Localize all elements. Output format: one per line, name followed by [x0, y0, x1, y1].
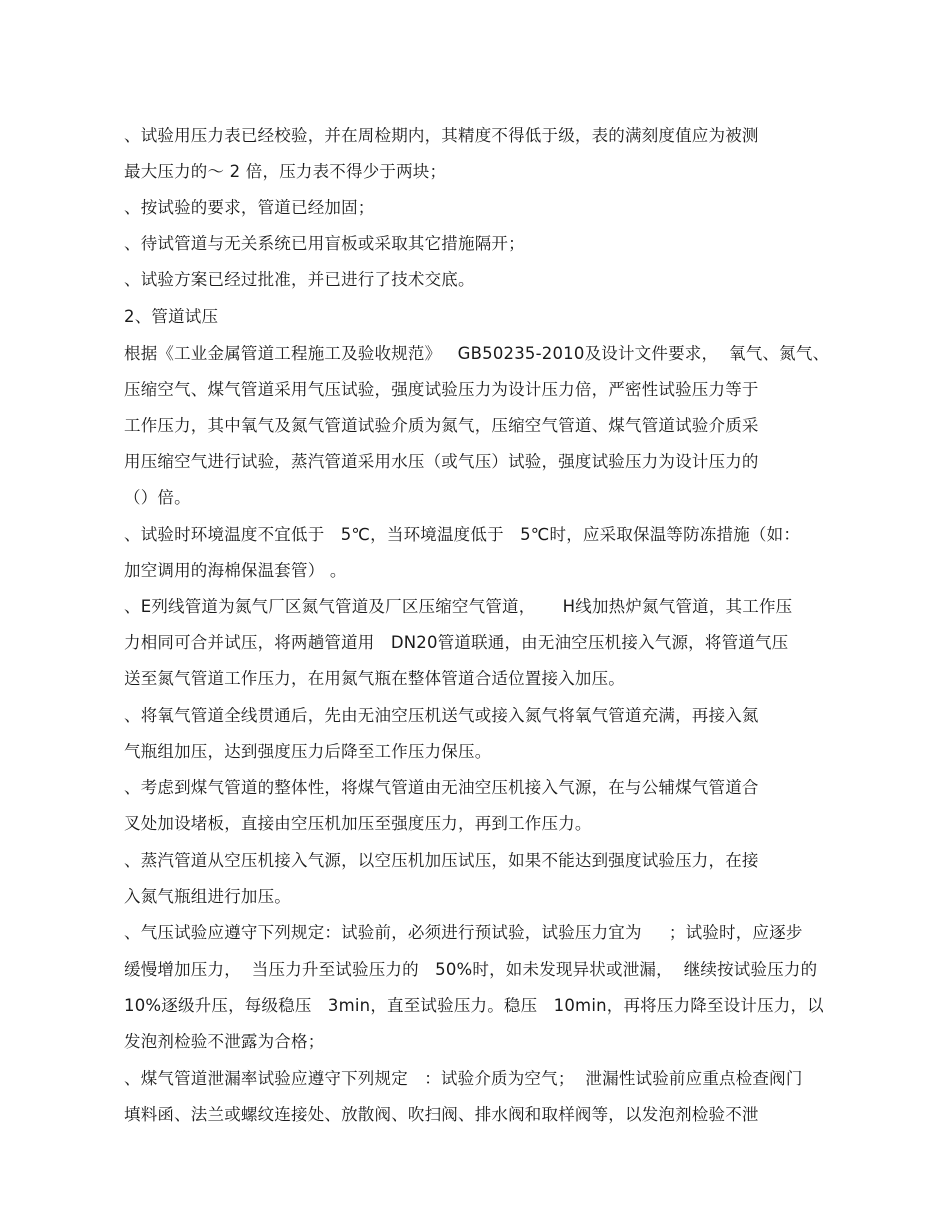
text-line: 根据《工业金属管道工程施工及验收规范》 GB50235-2010及设计文件要求， 氧气、氮气、	[124, 344, 830, 363]
text-line: 最大压力的～ 2 倍，压力表不得少于两块；	[124, 162, 447, 181]
text-line: 、试验用压力表已经校验，并在周检期内，其精度不得低于级，表的满刻度值应为被测	[124, 126, 759, 145]
text-line: 气瓶组加压，达到强度压力后降至工作压力保压。	[124, 742, 492, 761]
text-line: 、煤气管道泄漏率试验应遵守下列规定 ：试验介质为空气； 泄漏性试验前应重点检查阀门	[124, 1069, 803, 1088]
section-heading: 2、管道试压	[124, 307, 219, 326]
text-line: 力相同可合并试压，将两趟管道用 DN20管道联通，由无油空压机接入气源，将管道气压	[124, 633, 789, 652]
text-line: 、考虑到煤气管道的整体性，将煤气管道由无油空压机接入气源，在与公辅煤气管道合	[124, 778, 759, 797]
text-line: 送至氮气管道工作压力，在用氮气瓶在整体管道合适位置接入加压。	[124, 669, 625, 688]
text-line: （）倍。	[124, 488, 191, 507]
text-line: 加空调用的海棉保温套管） 。	[124, 561, 347, 580]
text-line: 入氮气瓶组进行加压。	[124, 887, 291, 906]
text-line: 填料函、法兰或螺纹连接处、放散阀、吹扫阀、排水阀和取样阀等，以发泡剂检验不泄	[124, 1105, 759, 1124]
text-line: 压缩空气、煤气管道采用气压试验，强度试验压力为设计压力倍，严密性试验压力等于	[124, 380, 759, 399]
text-line: 用压缩空气进行试验，蒸汽管道采用水压（或气压）试验，强度试验压力为设计压力的	[124, 452, 759, 471]
text-line: 、将氧气管道全线贯通后，先由无油空压机送气或接入氮气将氧气管道充满，再接入氮	[124, 706, 759, 725]
text-line: 、试验时环境温度不宜低于 5℃，当环境温度低于 5℃时，应采取保温等防冻措施（如：	[124, 525, 801, 544]
text-line: 、待试管道与无关系统已用盲板或采取其它措施隔开；	[124, 234, 525, 253]
text-line: 10%逐级升压，每级稳压 3min，直至试验压力。稳压 10min，再将压力降至设计压力，以	[124, 996, 824, 1015]
text-line: 、E列线管道为氮气厂区氮气管道及厂区压缩空气管道， H线加热炉氮气管道，其工作压	[124, 597, 793, 616]
text-line: 缓慢增加压力， 当压力升至试验压力的 50%时，如未发现异状或泄漏， 继续按试验压力的	[124, 960, 818, 979]
text-line: 发泡剂检验不泄露为合格；	[124, 1032, 325, 1051]
text-line: 叉处加设堵板，直接由空压机加压至强度压力，再到工作压力。	[124, 814, 592, 833]
text-line: 、试验方案已经过批准，并已进行了技术交底。	[124, 270, 475, 289]
text-line: 工作压力，其中氧气及氮气管道试验介质为氮气，压缩空气管道、煤气管道试验介质采	[124, 416, 759, 435]
text-line: 、气压试验应遵守下列规定：试验前，必须进行预试验，试验压力宜为 ；试验时，应逐步	[124, 923, 803, 942]
text-line: 、蒸汽管道从空压机接入气源，以空压机加压试压，如果不能达到强度试验压力，在接	[124, 851, 759, 870]
text-line: 、按试验的要求，管道已经加固；	[124, 198, 375, 217]
